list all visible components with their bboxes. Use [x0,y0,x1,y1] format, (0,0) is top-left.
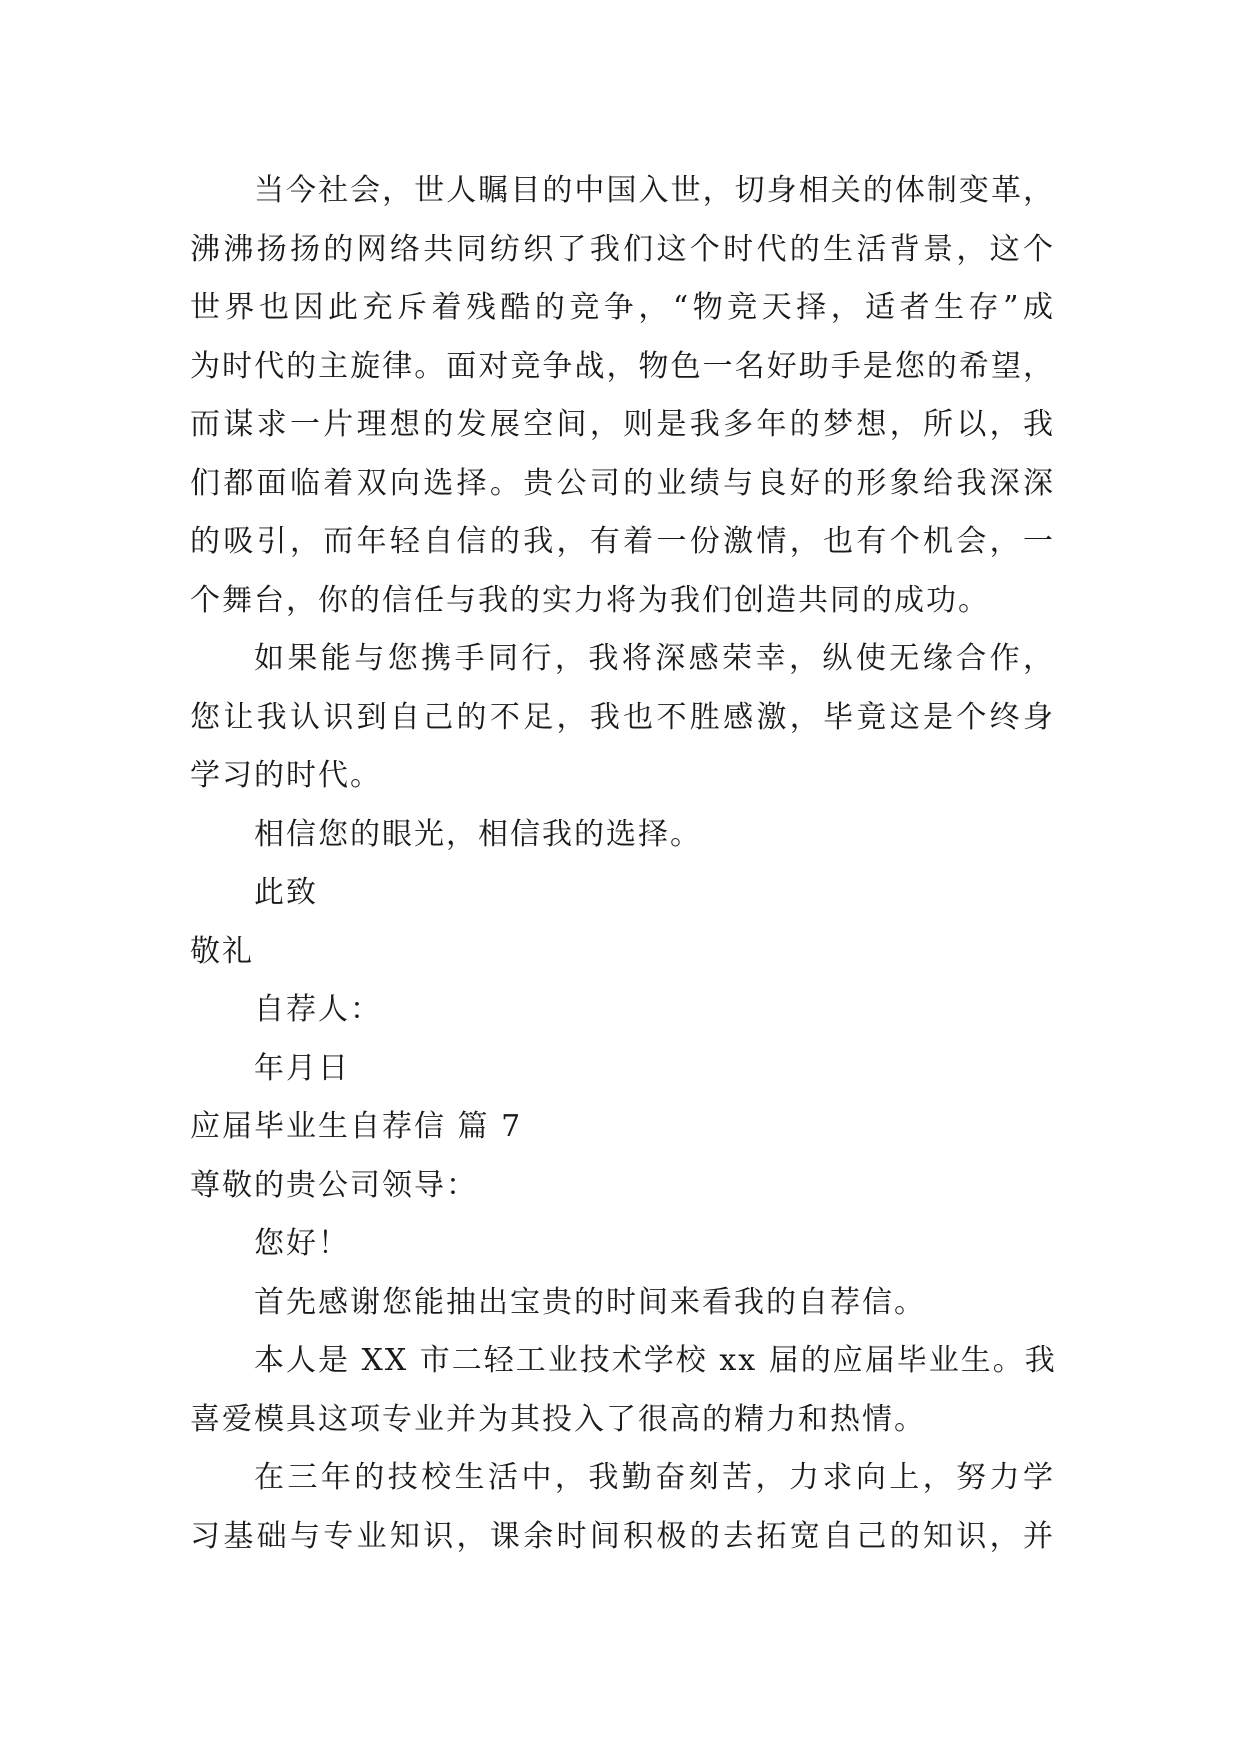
paragraph-line: 如果能与您携手同行，我将深感荣幸，纵使无缘合作， [254,641,1055,676]
paragraph-line: 们都面临着双向选择。贵公司的业绩与良好的形象给我深深 [190,465,1055,501]
paragraph-line: 在三年的技校生活中，我勤奋刻苦，力求向上，努力学 [254,1460,1055,1495]
paragraph-line: 首先感谢您能抽出宝贵的时间来看我的自荐信。 [254,1284,926,1320]
paragraph-line: 世界也因此充斥着残酷的竞争，“物竞天择，适者生存”成 [190,290,1055,325]
paragraph-line: 个舞台，你的信任与我的实力将为我们创造共同的成功。 [190,582,990,618]
paragraph-line: 习基础与专业知识，课余时间积极的去拓宽自己的知识，并 [190,1518,1055,1554]
paragraph-line: 相信您的眼光，相信我的选择。 [254,816,702,852]
document-page [190,162,1055,1566]
paragraph-line: 您好！ [254,1226,350,1261]
paragraph-line: 当今社会，世人瞩目的中国入世，切身相关的体制变革， [254,173,1055,208]
paragraph-line: 喜爱模具这项专业并为其投入了很高的精力和热情。 [190,1401,926,1437]
salutation-line: 敬礼 [190,933,254,969]
section-heading: 应届毕业生自荐信 篇 7 [190,1109,523,1144]
paragraph-line: 您让我认识到自己的不足，我也不胜感激，毕竟这是个终身 [190,699,1055,735]
greeting-line: 尊敬的贵公司领导： [190,1167,478,1203]
closing-line: 此致 [254,875,318,910]
paragraph-line: 学习的时代。 [190,758,382,793]
paragraph-line: 本人是 XX 市二轻工业技术学校 xx 届的应届毕业生。我 [254,1343,1057,1378]
signature-line: 自荐人： [254,992,382,1027]
date-line: 年月日 [254,1050,350,1086]
paragraph-line: 为时代的主旋律。面对竞争战，物色一名好助手是您的希望， [190,348,1055,384]
paragraph-line: 而谋求一片理想的发展空间，则是我多年的梦想，所以，我 [190,407,1055,442]
paragraph-line: 的吸引，而年轻自信的我，有着一份激情，也有个机会，一 [190,524,1055,559]
paragraph-line: 沸沸扬扬的网络共同纺织了我们这个时代的生活背景，这个 [190,231,1055,267]
